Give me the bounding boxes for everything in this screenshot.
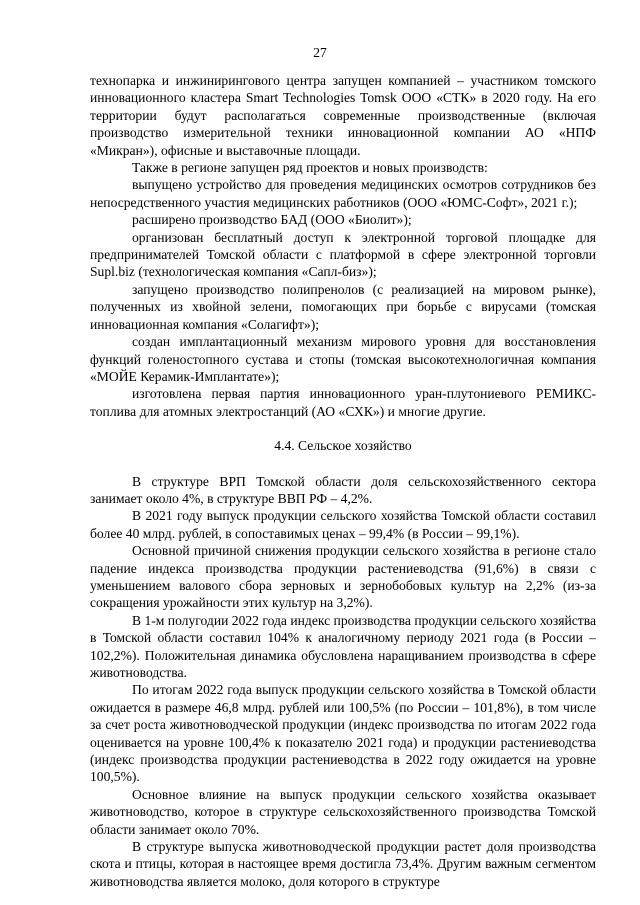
page-number: 27 (313, 45, 327, 60)
paragraph-livestock-structure: В структуре выпуска животноводческой продукции растет доля производства скота и птицы, которая в настоящее время достигла 73,4%. Другим важным сегментом животноводства является молоко, доля которого в структуре (90, 839, 596, 889)
list-item-remix-fuel: изготовлена первая партия инновационного уран-плутониевого РЕМИКС-топлива для атомных электростанций (АО «СХК») и многие другие. (90, 386, 596, 419)
paragraph-tech-park: технопарка и инжинирингового центра запущен компанией – участником томского инновационного кластера Smart Technologies Tomsk ООО «СТК» в 2020 году. На его территории будут располагаться современные производственные (включая производство измерительной техники инновационной компании АО «НПФ «Микран»), офисные и выставочные площади. (90, 73, 596, 158)
list-item-bad-production: расширено производство БАД (ООО «Биолит»); (132, 212, 412, 228)
paragraph-decline-reason: Основной причиной снижения продукции сельского хозяйства в регионе стало падение индекса производства продукции растениеводства (91,6%) в связи с уменьшением валового сбора зерновых и зернобобовых культур на 2,2% (из-за сокращения урожайности этих культур на 3,2%). (90, 543, 596, 611)
paragraph-projects-intro: Также в регионе запущен ряд проектов и новых производств: (132, 160, 488, 176)
list-item-polyprenols: запущено производство полипренолов (с реализацией на мировом рынке), полученных из хвойной зелени, помогающих при борьбе с вирусами (томская инновационная компания «Солагифт»); (90, 281, 596, 332)
list-item-implant: создан имплантационный механизм мирового уровня для восстановления функций голеностопного сустава и стопы (томская высокотехнологичная компания «МОЙЕ Керамик-Имплантате»); (90, 334, 596, 384)
section-heading: 4.4. Сельское хозяйство (274, 438, 412, 454)
paragraph-h1-2022: В 1-м полугодии 2022 года индекс производства продукции сельского хозяйства в Томской области составил 104% к аналогичному периоду 2021 года (в России – 102,2%). Положительная динамика обусловлена наращиванием производства в сфере животноводства. (90, 612, 596, 680)
paragraph-results-2022: По итогам 2022 года выпуск продукции сельского хозяйства в Томской области ожидается в размере 46,8 млрд. рублей или 100,5% (по России – 101,8%), в том числе за счет роста животноводческой продукции (индекс производства по итогам 2022 года оценивается на уровне 100,4% к показателю 2021 года) и продукции растениеводства (индекс производства продукции растениеводства в 2022 году ожидается на уровне 100,5%). (90, 682, 596, 785)
paragraph-output-2021: В 2021 году выпуск продукции сельского хозяйства Томской области составил более 40 млрд. рублей, в сопоставимых ценах – 99,4% (в России – 99,1%). (90, 508, 596, 541)
paragraph-livestock-influence: Основное влияние на выпуск продукции сельского хозяйства оказывает животноводство, которое в структуре сельскохозяйственного производства Томской области занимает около 70%. (90, 786, 596, 837)
list-item-trading-platform: организован бесплатный доступ к электронной торговой площадке для предпринимателей Томской области с платформой в сфере электронной торговли Supl.biz (технологическая компания «Сапл-биз»); (90, 229, 596, 280)
list-item-medical-device: выпущено устройство для проведения медицинских осмотров сотрудников без непосредственного участия медицинских работников (ООО «ЮМС-Софт», 2021 г.); (90, 177, 596, 210)
paragraph-grp-share: В структуре ВРП Томской области доля сельскохозяйственного сектора занимает около 4%, в структуре ВВП РФ – 4,2%. (90, 473, 596, 506)
page-body (90, 72, 596, 890)
